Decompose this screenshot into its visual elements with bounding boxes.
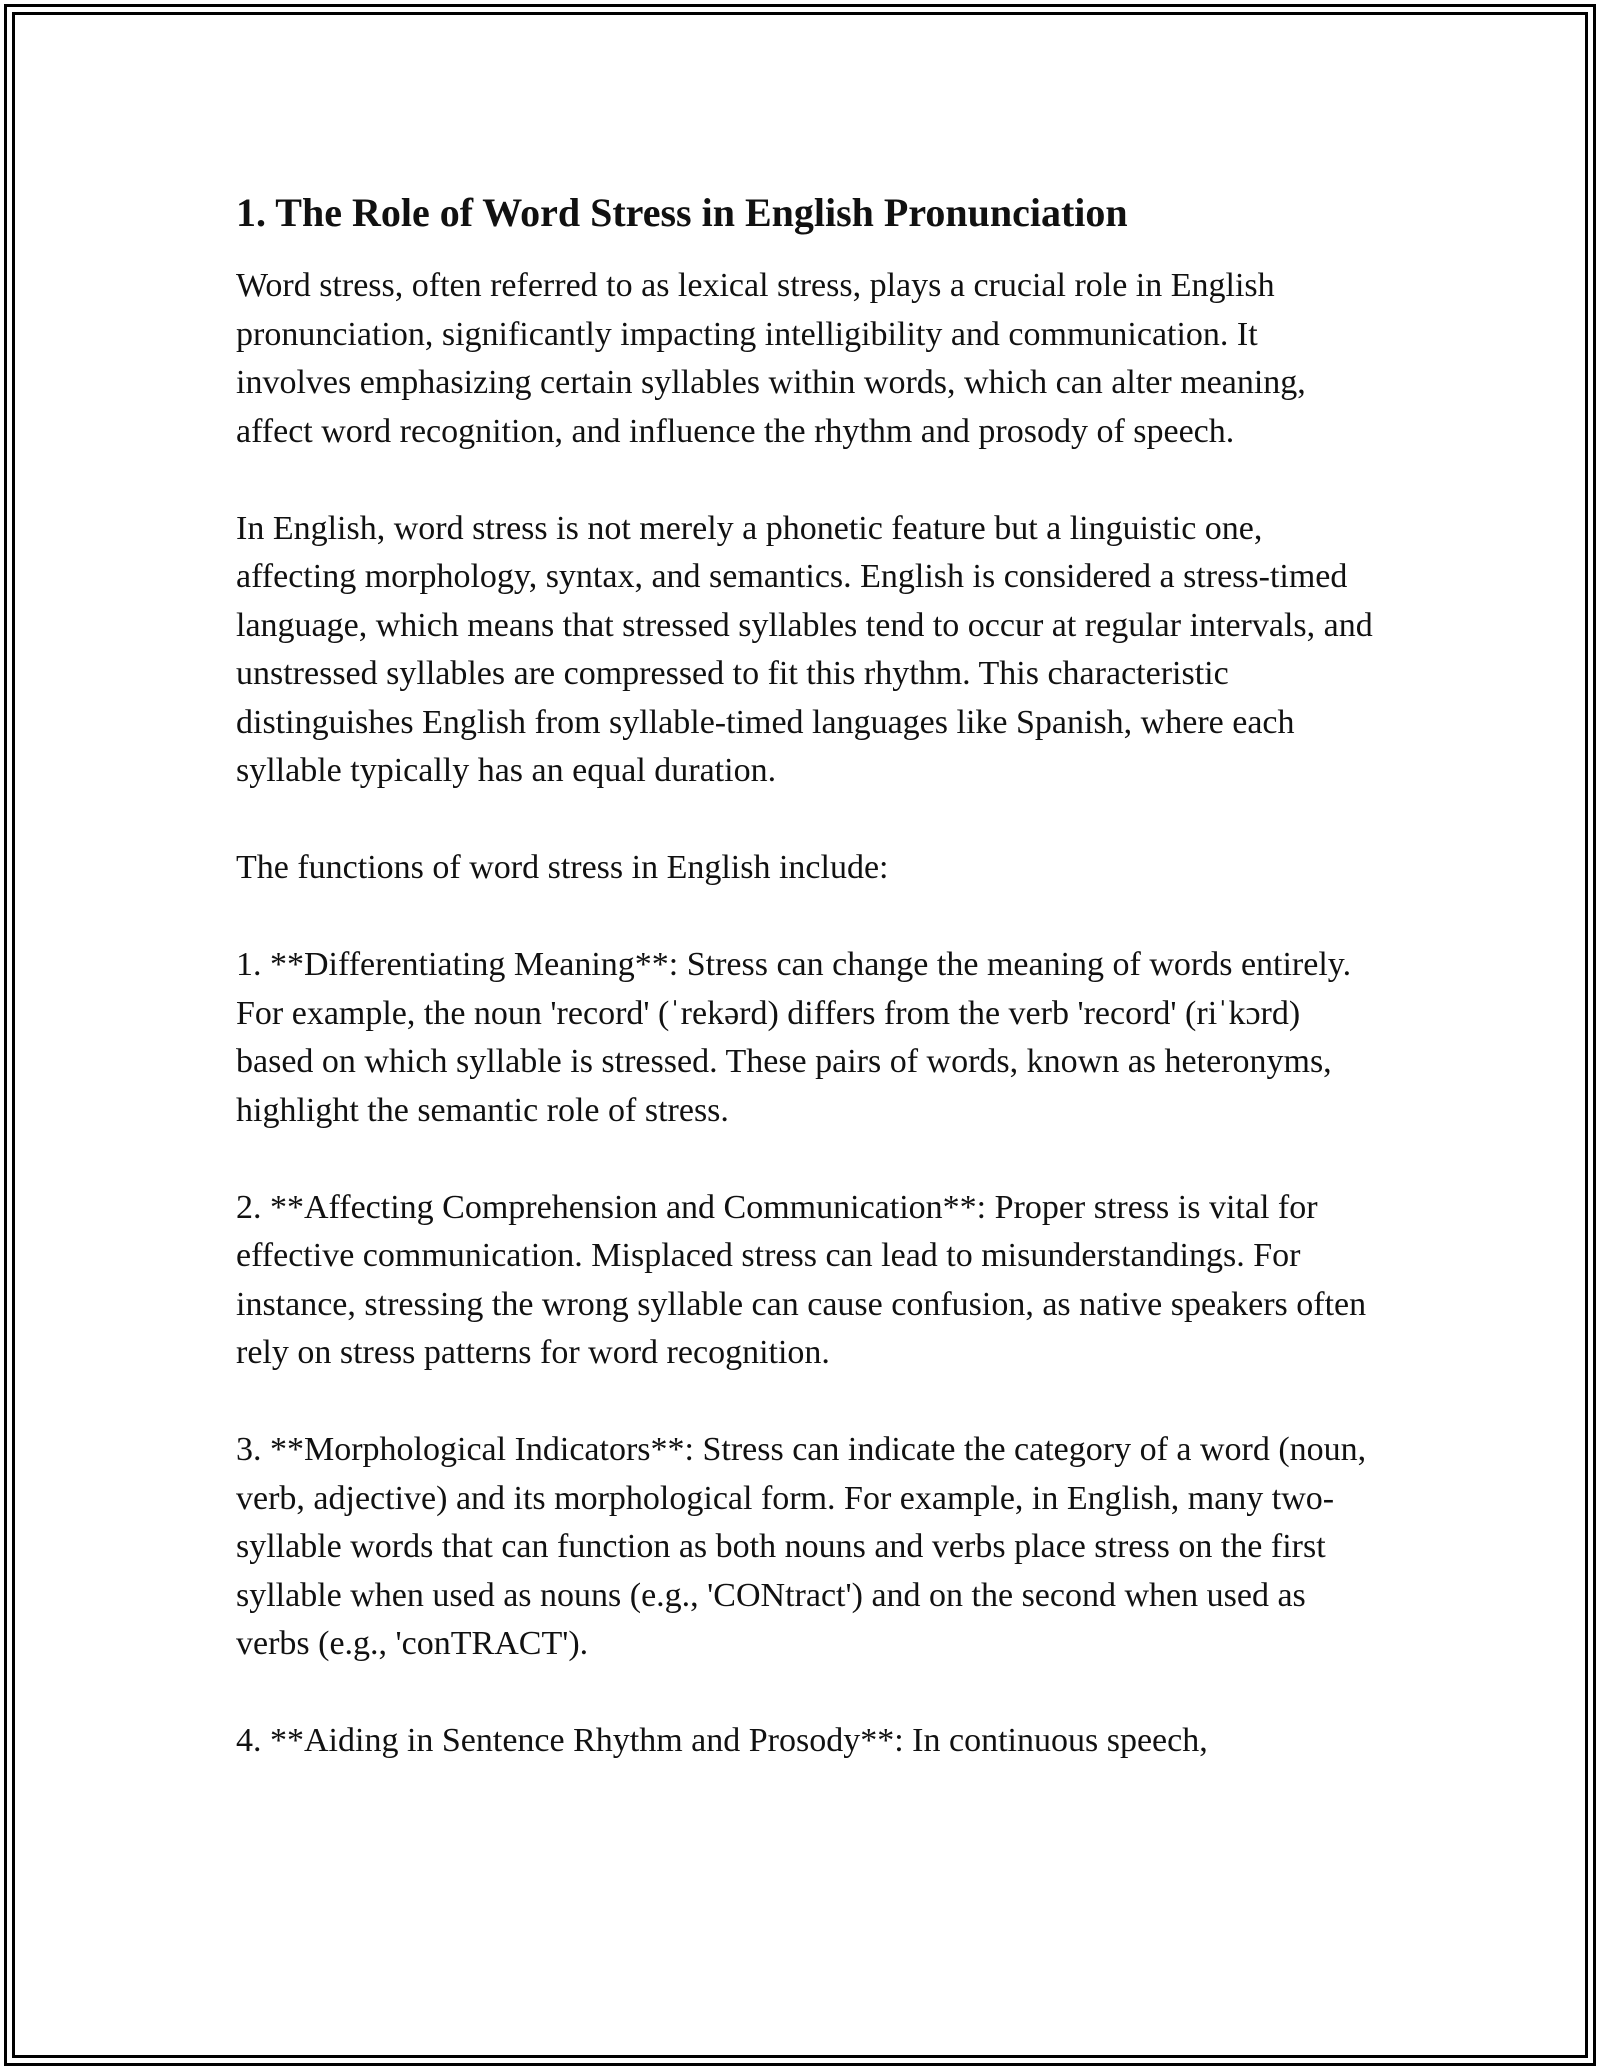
list-item-sentence-rhythm-prosody: 4. **Aiding in Sentence Rhythm and Prosody**: In continuous speech,	[236, 1722, 1208, 1759]
section-title: 1. The Role of Word Stress in English Pronunciation	[236, 190, 1128, 235]
paragraph-word-stress-intro: Word stress, often referred to as lexical stress, plays a crucial role in English pronunciation, significantly impacting intelligibility and communication. It involves emphasizing certain syllables within words, which can alter meaning, affect word recognition, and influence the rhythm and prosody of speech.	[236, 267, 1306, 450]
paragraph-stress-timed-language: In English, word stress is not merely a phonetic feature but a linguistic one, affecting morphology, syntax, and semantics. English is considered a stress-timed language, which means that stressed syllables tend to occur at regular intervals, and unstressed syllables are compressed to fit this rhythm. This characteristic distinguishes English from syllable-timed languages like Spanish, where each syllable typically has an equal duration.	[236, 509, 1373, 789]
list-item-comprehension-communication: 2. **Affecting Comprehension and Communication**: Proper stress is vital for effective communication. Misplaced stress can lead to misunderstandings. For instance, stressing the wrong syllable can cause confusion, as native speakers often rely on stress patterns for word recognition.	[236, 1188, 1367, 1371]
paragraph-functions-intro: The functions of word stress in English include:	[236, 849, 889, 886]
list-item-differentiating-meaning: 1. **Differentiating Meaning**: Stress can change the meaning of words entirely. For example, the noun 'record' (ˈrekərd) differs from the verb 'record' (riˈkɔrd) based on which syllable is stressed. These pairs of words, known as heteronyms, highlight the semantic role of stress.	[236, 946, 1352, 1129]
list-item-morphological-indicators: 3. **Morphological Indicators**: Stress can indicate the category of a word (noun, verb, adjective) and its morphological form. For example, in English, many two-syllable words that can function as both nouns and verbs place stress on the first syllable when used as nouns (e.g., 'CONtract') and on the second when used as verbs (e.g., 'conTRACT').	[236, 1431, 1367, 1662]
document-body	[236, 188, 1376, 1814]
